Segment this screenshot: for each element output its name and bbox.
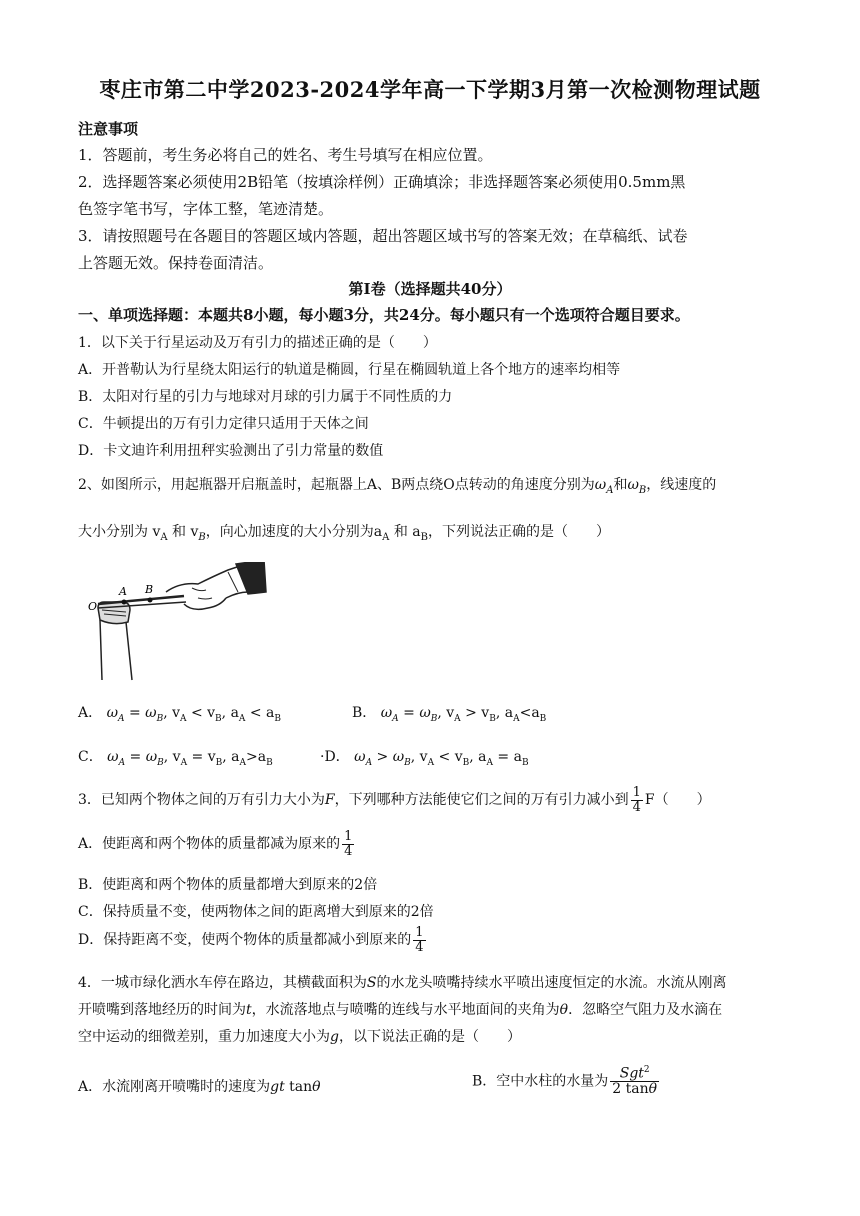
q3-option-b: B．使距离和两个物体的质量都增大到原来的2倍 bbox=[78, 877, 378, 893]
q4-l3b: ，以下说法正确的是（ ） bbox=[338, 1029, 521, 1045]
q4-line1: 4．一城市绿化洒水车停在路边，其横截面积为S的水龙头喷嘴持续水平喷出速度恒定的水流。水流从刚离 bbox=[78, 975, 727, 991]
q4-l1a: 4．一城市绿化洒水车停在路边，其横截面积为 bbox=[78, 975, 367, 991]
q1-option-b: B．太阳对行星的引力与地球对月球的引力属于不同性质的力 bbox=[78, 389, 453, 405]
q2-option-d: ·D． $\omega_A > \omega_B$, $v_A < v_B$, $a_A = a_B$ bbox=[320, 749, 529, 768]
figure-label-b: B bbox=[145, 583, 154, 596]
exam-title: 枣庄市第二中学2023-2024学年高一下学期3月第一次检测物理试题 bbox=[99, 77, 761, 102]
q2-stem-b: ，线速度的 bbox=[646, 477, 717, 493]
q4-l2b: ，水流落地点与喷嘴的连线与水平地面间的夹角为 bbox=[251, 1002, 560, 1018]
q4-option-b: B．空中水柱的水量为 $\frac{Sgt^2}{2 \tan\theta}$ bbox=[472, 1065, 658, 1098]
q1-stem: 1．以下关于行星运动及万有引力的描述正确的是（ ） bbox=[78, 335, 437, 351]
q4-l2c: ．忽略空气阻力及水滴在 bbox=[568, 1002, 723, 1018]
q4-line2: 开喷嘴到落地经历的时间为t，水流落地点与喷嘴的连线与水平地面间的夹角为θ．忽略空气阻力及水滴在 bbox=[78, 1002, 723, 1018]
figure-label-o: O bbox=[88, 600, 98, 613]
q4-option-b-text: B．空中水柱的水量为 bbox=[472, 1073, 609, 1090]
figure-label-a: A bbox=[119, 585, 127, 598]
q2-stem-d: ，向心加速度的大小分别为 bbox=[205, 524, 374, 540]
notice-item-2: 2．选择题答案必须使用2B铅笔（按填涂样例）正确填涂；非选择题答案必须使用0.5mm黑 bbox=[78, 173, 686, 191]
q3-option-a: A．使距离和两个物体的质量都减为原来的 $\frac{1}{4}$ bbox=[78, 829, 353, 859]
q3-stem-c: （ ） bbox=[654, 792, 711, 809]
q4-option-a: A．水流刚离开喷嘴时的速度为gt tanθ bbox=[78, 1079, 321, 1095]
q4-l1b: 的水龙头喷嘴持续水平喷出速度恒定的水流。水流从刚离 bbox=[376, 975, 727, 991]
q4-line3: 空中运动的细微差别，重力加速度大小为g，以下说法正确的是（ ） bbox=[78, 1029, 521, 1045]
q3-stem-a: 3．已知两个物体之间的万有引力大小为 bbox=[78, 792, 325, 809]
notice-item-2-cont: 色签字笔书写，字体工整，笔迹清楚。 bbox=[78, 200, 334, 218]
q2-option-d-label: ·D． bbox=[320, 749, 350, 765]
q2-and-1: 和 bbox=[613, 477, 628, 493]
q2-stem-e: ，下列说法正确的是（ ） bbox=[427, 524, 610, 540]
q1-option-a: A．开普勒认为行星绕太阳运行的轨道是椭圆，行星在椭圆轨道上各个地方的速率均相等 bbox=[78, 362, 621, 378]
bottle-opener-figure bbox=[88, 562, 268, 682]
q2-and-3: 和 bbox=[393, 524, 408, 540]
q4-l2a: 开喷嘴到落地经历的时间为 bbox=[78, 1002, 246, 1018]
q2-option-a: A． $\omega_A = \omega_B$, $v_A < v_B$, $a_A < a_B$ bbox=[78, 705, 282, 724]
q4-option-a-text: A．水流刚离开喷嘴时的速度为 bbox=[78, 1079, 271, 1095]
volume-heading: 第Ⅰ卷（选择题共40分） bbox=[348, 280, 512, 298]
q4-l3a: 空中运动的细微差别，重力加速度大小为 bbox=[78, 1029, 330, 1045]
notice-heading: 注意事项 bbox=[78, 120, 139, 138]
q3-option-d-text: D．保持距离不变，使两个物体的质量都减小到原来的 bbox=[78, 932, 412, 949]
q2-option-b-label: B． bbox=[352, 705, 377, 721]
q2-option-c-label: C． bbox=[78, 749, 103, 765]
q2-stem-line1: 2、如图所示，用起瓶器开启瓶盖时，起瓶器上A、B两点绕O点转动的角速度分别为$\omega_A$和$\omega_B$，线速度的 bbox=[78, 477, 717, 496]
q3-stem-b: ，下列哪种方法能使它们之间的万有引力减小到 bbox=[334, 792, 629, 809]
q3-option-d: D．保持距离不变，使两个物体的质量都减小到原来的 $\frac{1}{4}$ bbox=[78, 925, 424, 955]
notice-item-3-cont: 上答题无效。保持卷面清洁。 bbox=[78, 254, 274, 272]
q3-option-a-text: A．使距离和两个物体的质量都减为原来的 bbox=[78, 836, 341, 853]
q3-option-c: C．保持质量不变，使两物体之间的距离增大到原来的2倍 bbox=[78, 904, 434, 920]
q2-option-a-label: A． bbox=[78, 705, 103, 721]
q2-and-2: 和 bbox=[172, 524, 187, 540]
q2-stem-line2: 大小分别为 $v_A$ 和 $v_B$，向心加速度的大小分别为$a_A$ 和 $a_B$，下列说法正确的是（ ） bbox=[78, 524, 610, 543]
notice-item-3: 3．请按照题号在各题目的答题区域内答题，超出答题区域书写的答案无效；在草稿纸、试卷 bbox=[78, 227, 688, 245]
notice-item-1: 1．答题前，考生务必将自己的姓名、考生号填写在相应位置。 bbox=[78, 146, 493, 164]
q2-stem-a: 2、如图所示，用起瓶器开启瓶盖时，起瓶器上A、B两点绕O点转动的角速度分别为 bbox=[78, 477, 595, 493]
q2-option-c: C． $\omega_A = \omega_B$, $v_A = v_B$, $a_A>a_B$ bbox=[78, 749, 273, 768]
q2-option-b: B． $\omega_A = \omega_B$, $v_A > v_B$, $a_A<a_B$ bbox=[352, 705, 547, 724]
q1-option-d: D．卡文迪许利用扭秤实验测出了引力常量的数值 bbox=[78, 443, 384, 459]
q3-stem: 3．已知两个物体之间的万有引力大小为F，下列哪种方法能使它们之间的万有引力减小到 $\frac{1}{4}$ F（ ） bbox=[78, 785, 711, 815]
q2-stem-c: 大小分别为 bbox=[78, 524, 148, 540]
part1-heading: 一、单项选择题：本题共8小题，每小题3分，共24分。每小题只有一个选项符合题目要求。 bbox=[78, 306, 690, 324]
q1-option-c: C．牛顿提出的万有引力定律只适用于天体之间 bbox=[78, 416, 369, 432]
